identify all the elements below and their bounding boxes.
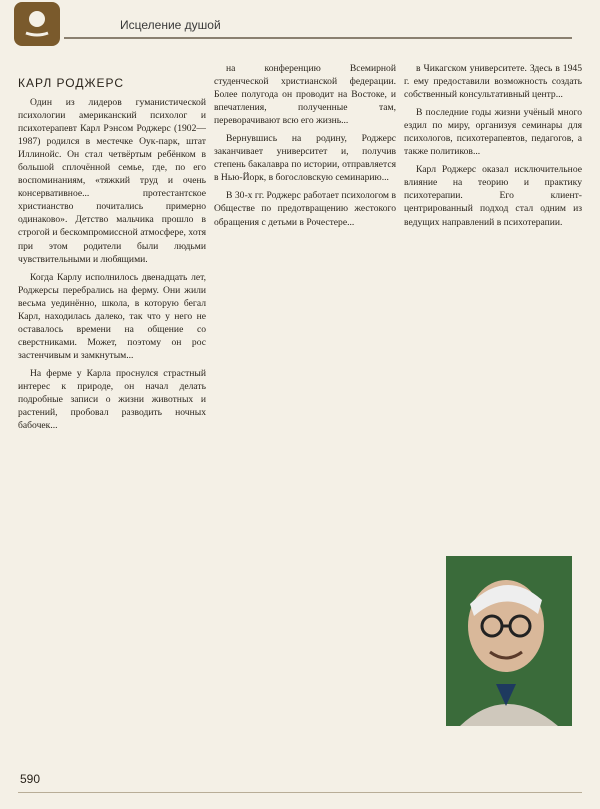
footer-divider bbox=[18, 792, 582, 793]
page-header bbox=[0, 0, 600, 48]
article-column-2 bbox=[214, 62, 396, 762]
portrait-photo bbox=[446, 556, 572, 726]
paragraph: Один из лидеров гуманистической психологии американский психолог и психотерапевт Карл Рэнсом Роджерс (1902—1987) родился в местечке Оук-парк, штат Иллинойс. Он стал четвёртым ребёнком в большой сплочённой семье, где, по его воспоминаниям, «тяжкий труд и очень консервативное... протестантское христианство почитались примерно одинаково». Детство мальчика прошло в строгой и бескомпромиссной атмосфере, хотя при этом родители были людьми чувствительными и любящими. bbox=[18, 97, 206, 265]
paragraph: Карл Роджерс оказал исключительное влияние на теорию и практику психотерапии. Его клиент-центрированный подход стал одним из ведущих направлений в психотерапии. bbox=[404, 164, 582, 228]
page-number: 590 bbox=[20, 772, 41, 786]
header-divider bbox=[64, 37, 572, 39]
tree-hands-logo-icon bbox=[14, 2, 60, 46]
tree-hands-logo-icon-svg bbox=[20, 7, 54, 41]
paragraph: Вернувшись на родину, Роджерс заканчивает университет и, получив степень бакалавра по истории, отправляется в Нью-Йорк, в богословскую семинарию... bbox=[214, 133, 396, 184]
section-title: Исцеление душой bbox=[120, 18, 221, 32]
article-column-1 bbox=[18, 96, 206, 756]
paragraph: в Чикагском университете. Здесь в 1945 г. ему предоставили возможность создать собственный консультативный центр... bbox=[404, 63, 582, 101]
article-title: КАРЛ РОДЖЕРС bbox=[18, 76, 125, 90]
portrait-illustration bbox=[446, 556, 572, 726]
paragraph: В последние годы жизни учёный много ездил по миру, организуя семинары для психологов, психотерапевтов, педагогов, а также политиков... bbox=[404, 107, 582, 158]
paragraph: В 30-х гг. Роджерс работает психологом в Обществе по предотвращению жестокого обращения с детьми в Рочестере... bbox=[214, 190, 396, 228]
paragraph: на конференцию Всемирной студенческой христианской федерации. Более полугода он проводит на Востоке, и впечатления, полученные там, переворачивают всю его жизнь... bbox=[214, 63, 396, 127]
article-column-3 bbox=[404, 62, 582, 532]
paragraph: Когда Карлу исполнилось двенадцать лет, Роджерсы перебрались на ферму. Они жили весьма уединённо, школа, в которую бегал Карл, находилась далеко, так что у него не оставалось времени на общение со сверстниками. Может, поэтому он рос застенчивым и замкнутым... bbox=[18, 271, 206, 361]
paragraph: На ферме у Карла проснулся страстный интерес к природе, он начал делать подробные записи о жизни животных и растений, пробовал разводить ночных бабочек... bbox=[18, 367, 206, 432]
